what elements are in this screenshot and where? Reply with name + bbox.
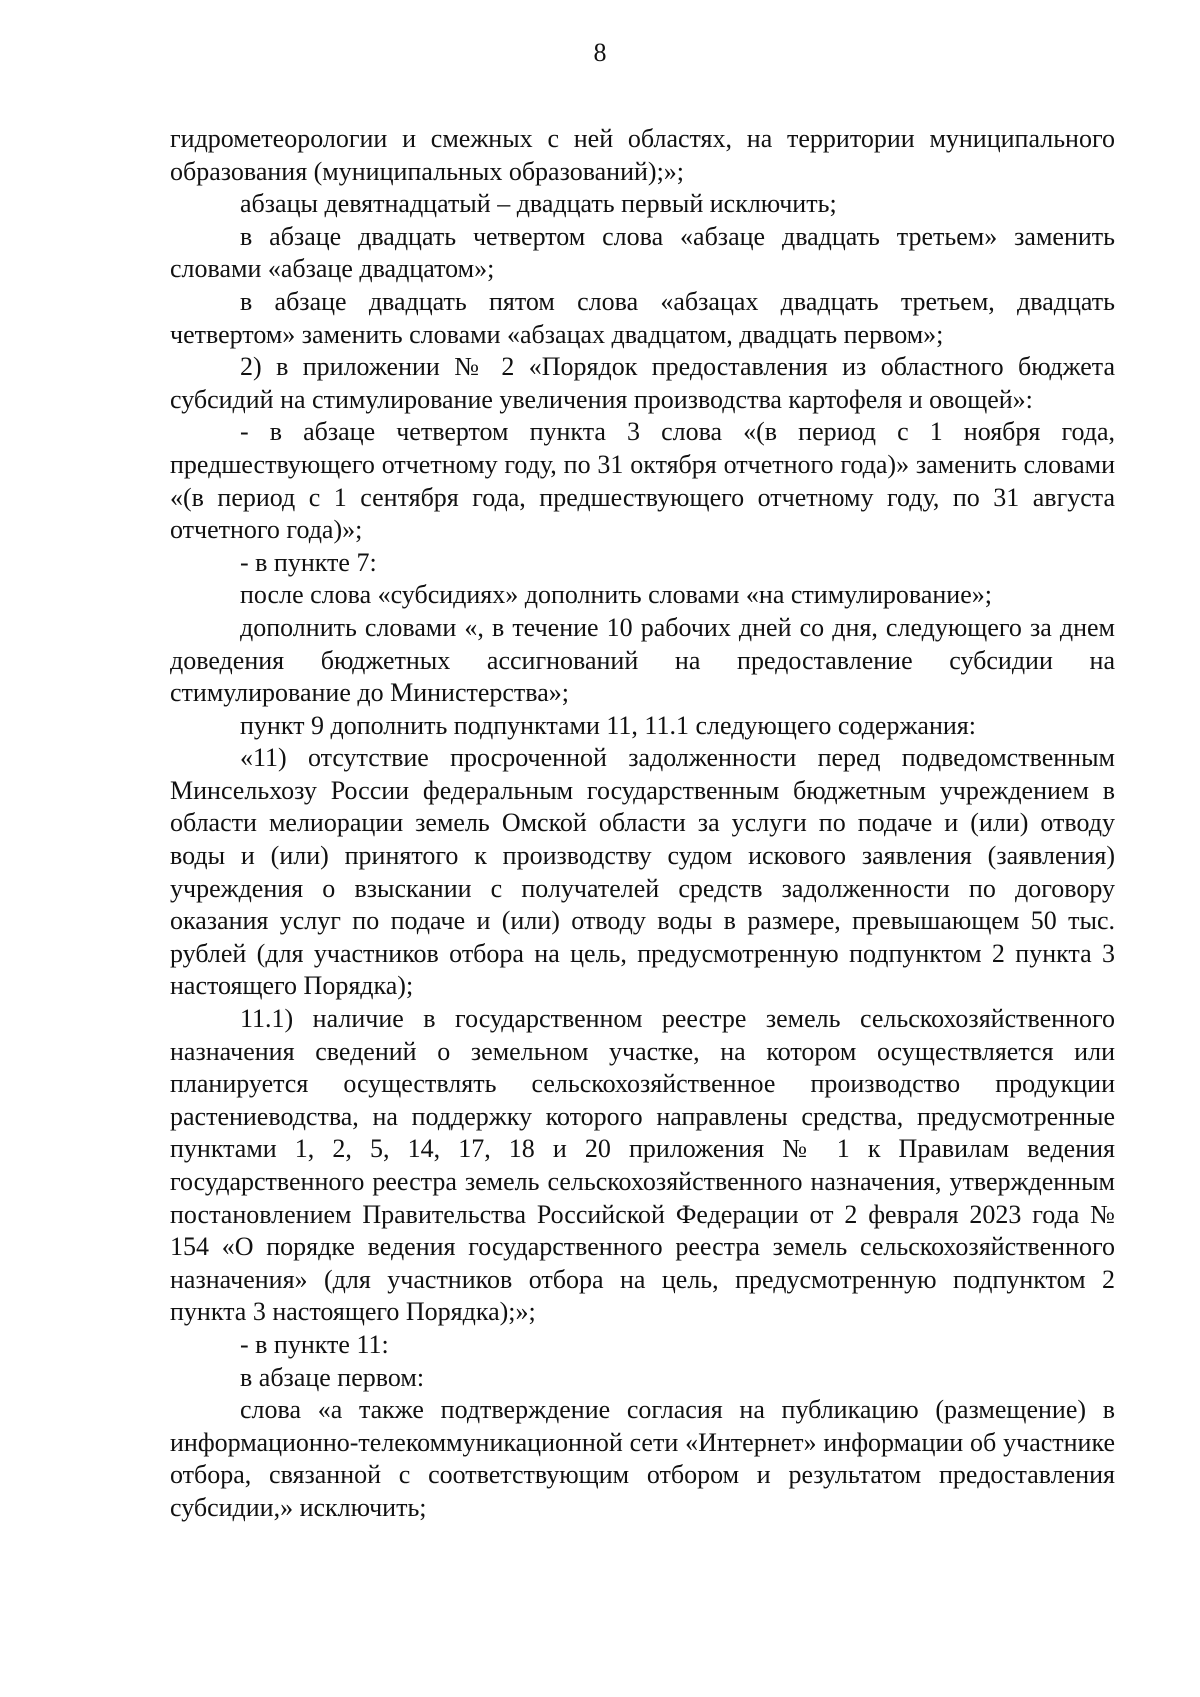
document-body	[170, 123, 1115, 1525]
paragraph: в абзаце первом:	[240, 1362, 425, 1392]
paragraph: пункт 9 дополнить подпунктами 11, 11.1 следующего содержания:	[240, 710, 976, 740]
paragraph-subpoint-11-1: 11.1) наличие в государственном реестре земель сельскохозяйственного назначения сведений о земельном участке, на котором осуществляется или планируется осуществлять сельскохозяйственное производство продукции растениеводства, на поддержку которого направлены средства, предусмотренные пунктами 1, 2, 5, 14, 17, 18 и 20 приложения № 1 к Правилам ведения государственного реестра земель сельскохозяйственного назначения, утвержденным постановлением Правительства Российской Федерации от 2 февраля 2023 года № 154 «О порядке ведения государственного реестра земель сельскохозяйственного назначения» (для участников отбора на цель, предусмотренную подпунктом 2 пункта 3 настоящего Порядка);»;	[170, 1004, 1115, 1327]
paragraph: в абзаце двадцать пятом слова «абзацах двадцать третьем, двадцать четвертом» заменить словами «абзацах двадцатом, двадцать первом»;	[170, 286, 1115, 349]
paragraph: дополнить словами «, в течение 10 рабочих дней со дня, следующего за днем доведения бюджетных ассигнований на предоставление субсидии на стимулирование до Министерства»;	[170, 612, 1115, 708]
paragraph-subpoint-11: «11) отсутствие просроченной задолженности перед подведомственным Минсельхозу России федеральным государственным бюджетным учреждением в области мелиорации земель Омской области за услуги по подаче и (или) отводу воды и (или) принятого к производству судом искового заявления (заявления) учреждения о взыскании с получателей средств задолженности по договору оказания услуг по подаче и (или) отводу воды в размере, превышающем 50 тыс. рублей (для участников отбора на цель, предусмотренную подпунктом 2 пункта 3 настоящего Порядка);	[170, 743, 1115, 1001]
paragraph: - в пункте 7:	[240, 547, 377, 577]
paragraph-appendix-2: 2) в приложении № 2 «Порядок предоставления из областного бюджета субсидий на стимулирование увеличения производства картофеля и овощей»:	[170, 352, 1115, 414]
paragraph-continuation: гидрометеорологии и смежных с ней областях, на территории муниципального образования (муниципальных образований);»;	[170, 124, 1115, 186]
paragraph: абзацы девятнадцатый – двадцать первый исключить;	[240, 189, 837, 219]
paragraph: после слова «субсидиях» дополнить словами «на стимулирование»;	[240, 580, 992, 610]
paragraph: - в пункте 11:	[240, 1329, 389, 1359]
page-number: 8	[593, 38, 607, 67]
paragraph: слова «а также подтверждение согласия на публикацию (размещение) в информационно-телекоммуникационной сети «Интернет» информации об участнике отбора, связанной с соответствующим отбором и результатом предоставления субсидии,» исключить;	[170, 1395, 1115, 1522]
paragraph: - в абзаце четвертом пункта 3 слова «(в период с 1 ноября года, предшествующего отчетному году, по 31 октября отчетного года)» заменить словами «(в период с 1 сентября года, предшествующего отчетному году, по 31 августа отчетного года)»;	[170, 417, 1115, 545]
paragraph: в абзаце двадцать четвертом слова «абзаце двадцать третьем» заменить словами «абзаце двадцатом»;	[170, 221, 1115, 284]
